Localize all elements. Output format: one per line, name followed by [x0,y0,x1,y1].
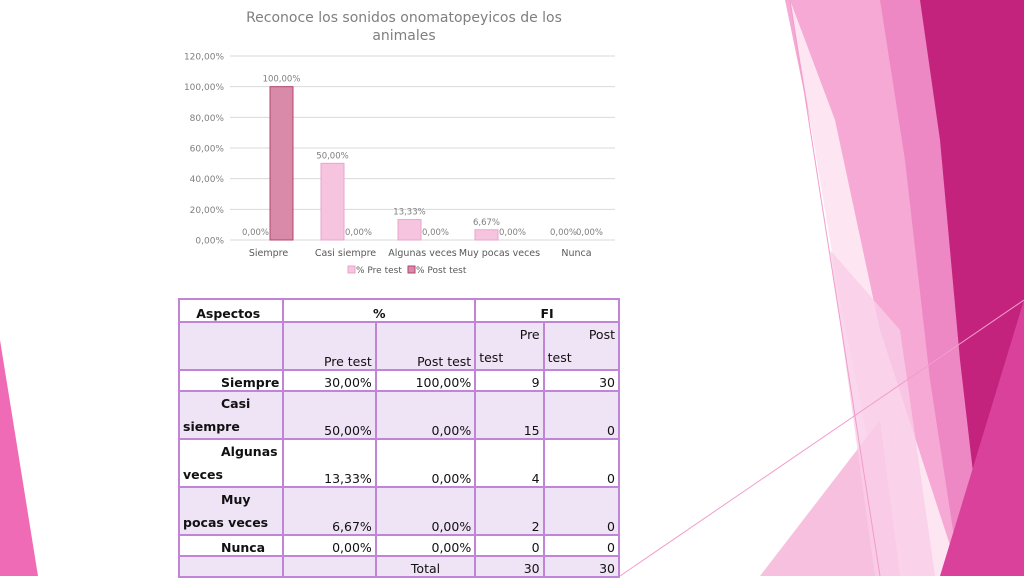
subheader-fi-pre [475,322,543,370]
table-row [179,370,619,391]
total-label: Total [376,556,475,577]
cell-post-pct: 100,00% [376,370,475,391]
row-label-line-1: Algunas [221,444,278,459]
chart-data-labels [242,75,603,238]
chart-title-line-1: Reconoce los sonidos onomatopeyicos de los [246,10,562,26]
data-label: 0,00% [498,228,527,238]
row-label [179,391,283,439]
table-total-row [179,556,619,577]
row-label-line-1: Casi [221,396,251,411]
data-label: 0,00% [241,228,270,238]
subheader-fi-post-line-2: test [547,350,572,365]
bar-pre-test [475,230,498,240]
legend-swatch-post [408,266,415,273]
header-aspectos: Aspectos [179,299,283,322]
x-tick-label: Nunca [561,248,592,259]
header-percent: % [283,299,475,322]
table-row [179,535,619,556]
subheader-empty-cell [179,322,283,370]
y-tick-label: 20,00% [189,205,224,216]
row-label: Siempre [179,370,283,391]
cell-fi-pre: 2 [475,487,543,535]
row-label-line-2: siempre [183,419,240,434]
legend-label-pre: % Pre test [356,266,402,276]
subheader-pre-pct: Pre test [283,322,375,370]
total-empty-cell-2 [283,556,375,577]
bar-pre-test [398,220,421,240]
y-tick-label: 0,00% [195,236,224,247]
legend-label-post: % Post test [416,266,467,276]
deco-left-pink-shape [0,340,38,576]
cell-post-pct: 0,00% [376,391,475,439]
x-tick-label: Algunas veces [388,248,457,259]
table-subheader-row [179,322,619,370]
cell-fi-pre: 15 [475,391,543,439]
cell-fi-pre: 4 [475,439,543,487]
total-fi-pre: 30 [475,556,543,577]
row-label-line-1: Muy [221,492,251,507]
row-label [179,439,283,487]
row-label-line-2: pocas veces [183,515,269,530]
chart-title-line-2: animales [372,28,436,44]
subheader-fi-pre-line-2: test [479,350,504,365]
cell-pre-pct: 50,00% [283,391,375,439]
y-tick-label: 80,00% [189,113,224,124]
cell-pre-pct: 30,00% [283,370,375,391]
cell-fi-post: 0 [544,535,619,556]
y-tick-label: 40,00% [189,175,224,186]
table-header-row [179,299,619,322]
table-row [179,391,619,439]
header-fi: FI [475,299,619,322]
bar-pre-test [321,163,344,240]
cell-pre-pct: 6,67% [283,487,375,535]
table-row [179,439,619,487]
cell-pre-pct: 0,00% [283,535,375,556]
x-tick-label: Casi siempre [314,248,377,259]
bar-chart [170,0,630,290]
cell-fi-post: 0 [544,439,619,487]
row-label-line-2: veces [183,467,223,482]
total-empty-cell-1 [179,556,283,577]
chart-bars [270,87,501,240]
total-fi-post: 30 [544,556,619,577]
row-label: Nunca [179,535,283,556]
x-tick-label: Siempre [248,248,289,259]
y-tick-label: 60,00% [189,144,224,155]
cell-fi-post: 0 [544,487,619,535]
data-label: 50,00% [316,151,349,162]
cell-fi-pre: 0 [475,535,543,556]
subheader-fi-pre-line-1: Pre [519,327,540,342]
y-tick-label: 100,00% [183,83,224,94]
subheader-fi-post-line-1: Post [588,327,615,342]
data-label: 0,00% [575,228,604,238]
cell-post-pct: 0,00% [376,535,475,556]
y-tick-label: 120,00% [183,52,224,63]
x-tick-label: Muy pocas veces [458,248,541,259]
subheader-fi-post [544,322,619,370]
data-label: 13,33% [393,207,426,218]
legend-swatch-pre [348,266,355,273]
cell-fi-post: 30 [544,370,619,391]
cell-pre-pct: 13,33% [283,439,375,487]
data-label: 6,67% [472,217,501,228]
subheader-post-pct: Post test [376,322,475,370]
chart-y-tick-labels [184,53,224,247]
table-row [179,487,619,535]
cell-fi-post: 0 [544,391,619,439]
data-label: 0,00% [549,228,578,238]
data-label: 100,00% [262,74,301,85]
cell-post-pct: 0,00% [376,439,475,487]
cell-fi-pre: 9 [475,370,543,391]
chart-title [246,10,562,44]
results-table [178,298,620,578]
chart-x-tick-labels [249,248,592,259]
cell-post-pct: 0,00% [376,487,475,535]
bar-post-test [270,87,293,240]
data-label: 0,00% [344,228,373,238]
chart-legend [348,266,467,276]
row-label [179,487,283,535]
data-label: 0,00% [421,228,450,238]
